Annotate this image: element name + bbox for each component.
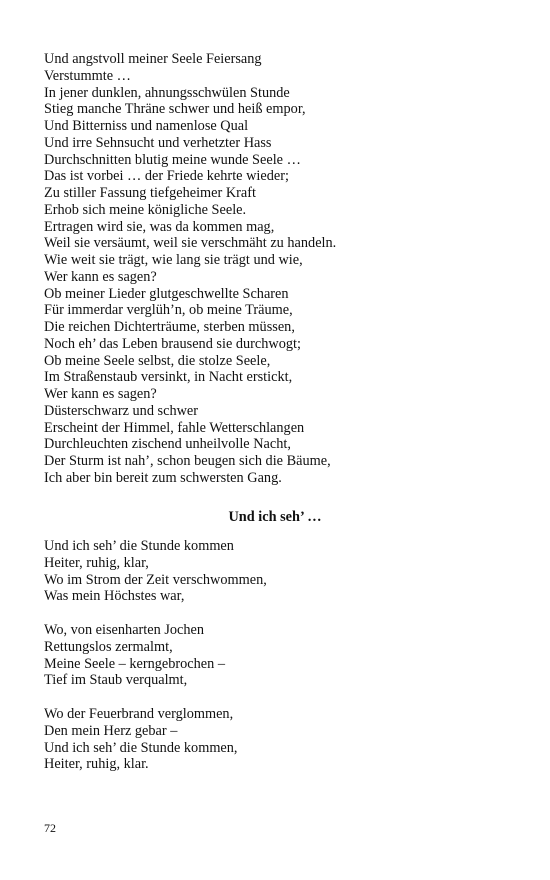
verse-line: Ob meine Seele selbst, die stolze Seele, [44, 352, 271, 369]
verse-line: Das ist vorbei … der Friede kehrte wieder; [44, 168, 289, 185]
verse-line: Meine Seele – kerngebrochen – [44, 655, 226, 672]
verse-line: Die reichen Dichterträume, sterben müssen, [44, 319, 295, 335]
verse-line: Wie weit sie trägt, wie lang sie trägt und wie, [44, 252, 303, 268]
verse-line: Durchschnitten blutig meine wunde Seele … [44, 151, 301, 168]
poem-body [44, 538, 514, 773]
verse-line: Der Sturm ist nah’, schon beugen sich die Bäume, [44, 453, 331, 469]
verse-line: Wer kann es sagen? [44, 386, 157, 402]
verse-line: Und ich seh’ die Stunde kommen [44, 538, 234, 554]
verse-line: Und ich seh’ die Stunde kommen, [44, 739, 238, 756]
verse-line: Ertragen wird sie, was da kommen mag, [44, 218, 275, 235]
verse-line: Für immerdar verglüh’n, ob meine Träume, [44, 302, 293, 319]
verse-line: Zu stiller Fassung tiefgeheimer Kraft [44, 185, 257, 201]
verse-line: Weil sie versäumt, weil sie verschmäht zu handeln. [44, 235, 337, 252]
verse-line: Wo der Feuerbrand verglommen, [44, 706, 234, 722]
verse-line: Heiter, ruhig, klar. [44, 756, 149, 773]
verse-line: Und angstvoll meiner Seele Feiersang [44, 51, 262, 67]
stanza [44, 538, 514, 605]
verse-line: Düsterschwarz und schwer [44, 402, 199, 419]
verse-line: Wo, von eisenharten Jochen [44, 622, 205, 638]
verse-line: Wer kann es sagen? [44, 268, 157, 285]
verse-line: Durchleuchten zischend unheilvolle Nacht, [44, 436, 291, 453]
verse-line: Was mein Höchstes war, [44, 588, 185, 605]
verse-line: Erhob sich meine königliche Seele. [44, 201, 247, 218]
poem-continuation [44, 51, 514, 487]
page-number: 72 [44, 821, 56, 835]
verse-line: Im Straßenstaub versinkt, in Nacht erstickt, [44, 369, 293, 386]
verse-line: Stieg manche Thräne schwer und heiß empor, [44, 101, 306, 118]
verse-line: Noch eh’ das Leben brausend sie durchwogt; [44, 335, 301, 352]
verse-line: Den mein Herz gebar – [44, 722, 178, 739]
verse-line: Erscheint der Himmel, fahle Wetterschlangen [44, 419, 305, 436]
verse-line: Heiter, ruhig, klar, [44, 554, 149, 571]
verse-line: Rettungslos zermalmt, [44, 638, 173, 655]
poem-title: Und ich seh’ … [228, 509, 322, 525]
stanza [44, 622, 514, 689]
verse-line: Und Bitterniss und namenlose Qual [44, 118, 249, 134]
verse-line: Ich aber bin bereit zum schwersten Gang. [44, 469, 282, 486]
verse-line: Und irre Sehnsucht und verhetzter Hass [44, 134, 272, 151]
verse-line: Tief im Staub verqualmt, [44, 672, 188, 689]
verse-line: Verstummte … [44, 67, 131, 84]
verse-line: Ob meiner Lieder glutgeschwellte Scharen [44, 285, 289, 302]
stanza [44, 706, 514, 773]
verse-line: In jener dunklen, ahnungsschwülen Stunde [44, 84, 290, 101]
verse-line: Wo im Strom der Zeit verschwommen, [44, 571, 267, 588]
